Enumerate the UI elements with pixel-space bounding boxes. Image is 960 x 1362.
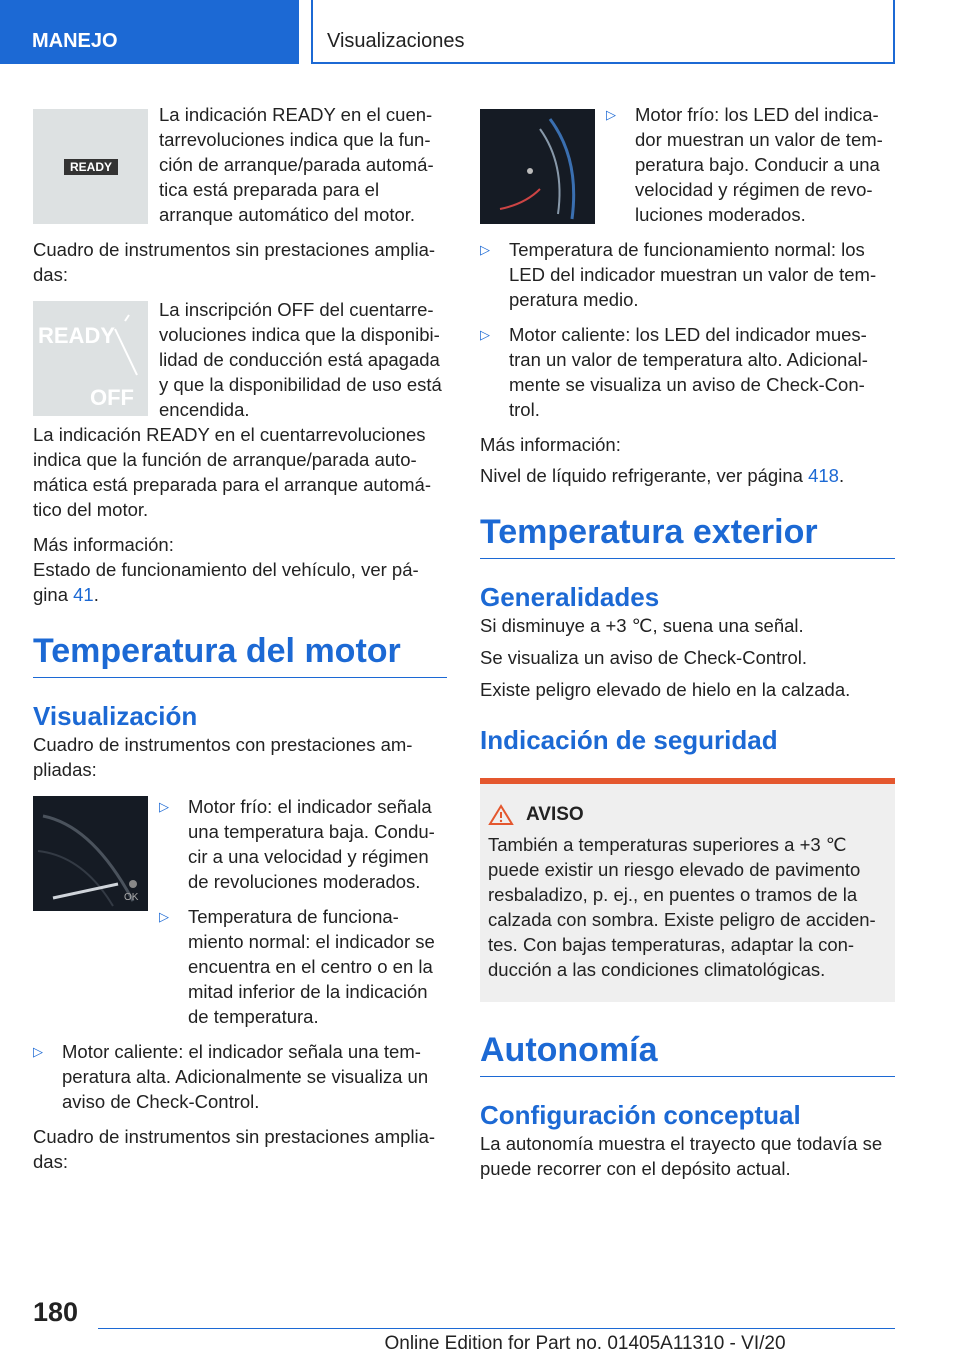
page-link-418[interactable]: 418 xyxy=(808,465,839,486)
display-subheading: Visualización xyxy=(33,701,198,731)
outside-temperature-heading: Temperatura exterior xyxy=(480,502,895,559)
ready-text: La indicación READY en el cuen-tarrevoluciones indica que la fun-ción de arranque/parada automá-tica está preparada para el arranque automático del motor. xyxy=(159,104,434,225)
led-gauge-row xyxy=(480,102,895,227)
cluster-basic-intro: Cuadro de instrumentos sin prestaciones amplia-das: xyxy=(33,239,436,285)
engine-temperature-heading: Temperatura del motor xyxy=(33,621,447,678)
more-info-text-right: Nivel de líquido refrigerante, ver página 418. xyxy=(480,465,845,486)
cluster-extended-intro: Cuadro de instrumentos con prestaciones am-pliadas: xyxy=(33,734,413,780)
general-text-3: Existe peligro elevado de hielo en la calzada. xyxy=(480,679,851,700)
list-item: ▷ Motor caliente: los LED del indicador mues-tran un valor de temperatura alto. Adicional-mente se visualiza un aviso de Check-Con-trol. xyxy=(480,324,868,420)
list-item: ▷ Motor caliente: el indicador señala una tem-peratura alta. Adicionalmente se visualiza un aviso de Check-Control. xyxy=(33,1041,429,1112)
triangle-right-icon: ▷ xyxy=(480,327,490,342)
range-heading: Autonomía xyxy=(480,1020,895,1077)
gauge-ok-label: OK xyxy=(124,892,139,903)
more-info-label: Más información: xyxy=(33,534,174,555)
concept-subheading: Configuración conceptual xyxy=(480,1100,801,1130)
off-image-off-label: OFF xyxy=(90,385,134,410)
ready-row xyxy=(33,102,447,227)
triangle-right-icon: ▷ xyxy=(480,242,490,257)
more-info-text: Estado de funcionamiento del vehículo, ver pá-gina 41. xyxy=(33,559,419,605)
general-subheading: Generalidades xyxy=(480,582,660,612)
temperature-gauge-image xyxy=(33,796,148,911)
safety-subheading: Indicación de seguridad xyxy=(480,725,778,755)
ready-explanation: La indicación READY en el cuentarrevoluciones indica que la función de arranque/parada auto-mática está preparada para el arranque automá-tico del motor. xyxy=(33,424,431,520)
off-text: La inscripción OFF del cuentarre-voluciones indica que la disponibi-lidad de conducción está apagada y que la disponibilidad de uso está encendida. xyxy=(159,299,442,420)
triangle-right-icon: ▷ xyxy=(159,799,169,814)
page-number: 180 xyxy=(33,1297,79,1327)
general-text-2: Se visualiza un aviso de Check-Control. xyxy=(480,647,807,668)
gauge-row xyxy=(33,794,447,1029)
list-item: ▷ Motor frío: el indicador señala una temperatura baja. Condu-cir a una velocidad y régimen de revoluciones moderados. xyxy=(159,796,435,892)
general-text-1: Si disminuye a +3 ℃, suena una señal. xyxy=(480,615,804,636)
list-item: ▷ Temperatura de funciona-miento normal: el indicador se encuentra en el centro o en la mitad inferior de la indicación de temperatura. xyxy=(159,906,435,1027)
right-column xyxy=(480,102,895,1181)
list-item: ▷ Motor frío: los LED del indica-dor muestran un valor de tem-peratura bajo. Conducir a una velocidad y régimen de revo-luciones moderados. xyxy=(606,104,883,225)
list-item: ▷ Temperatura de funcionamiento normal: los LED del indicador muestran un valor de tem-peratura medio. xyxy=(480,239,877,310)
concept-text: La autonomía muestra el trayecto que todavía se puede recorrer con el depósito actual. xyxy=(480,1133,883,1179)
header-chapter-label: Visualizaciones xyxy=(327,30,465,52)
triangle-right-icon: ▷ xyxy=(159,909,169,924)
header-chapter-tab xyxy=(311,0,895,64)
off-image-ready-label: READY xyxy=(38,323,116,348)
left-column xyxy=(33,102,447,1174)
warning-triangle-icon xyxy=(488,804,516,826)
off-needle-icon xyxy=(33,301,148,416)
ready-badge: READY xyxy=(64,159,118,175)
off-row xyxy=(33,297,447,422)
header-section-tab xyxy=(0,0,299,64)
triangle-right-icon: ▷ xyxy=(606,107,616,122)
warning-text: También a temperaturas superiores a +3 ℃ puede existir un riesgo elevado de pavimento resbaladizo, p. ej., en puentes o tramos de la calzada con sombra. Existe peligro de acciden-tes. Con bajas temperaturas, adaptar la con-ducción a las condiciones climatológicas. xyxy=(488,834,876,980)
warning-box xyxy=(480,778,895,1002)
header-section-label: MANEJO xyxy=(32,30,118,52)
led-temperature-image xyxy=(480,109,595,224)
cluster-basic-intro-2: Cuadro de instrumentos sin prestaciones amplia-das: xyxy=(33,1126,436,1172)
off-indicator-image xyxy=(33,301,148,416)
ready-indicator-image xyxy=(33,109,148,224)
page-link-41[interactable]: 41 xyxy=(73,584,94,605)
footer-divider xyxy=(98,1328,895,1329)
more-info-label-right: Más información: xyxy=(480,434,621,455)
warning-title: AVISO xyxy=(526,804,584,825)
led-arc-icon xyxy=(480,109,595,224)
footer-edition: Online Edition for Part no. 01405A11310 - VI/20 xyxy=(384,1333,786,1354)
triangle-right-icon: ▷ xyxy=(33,1044,43,1059)
